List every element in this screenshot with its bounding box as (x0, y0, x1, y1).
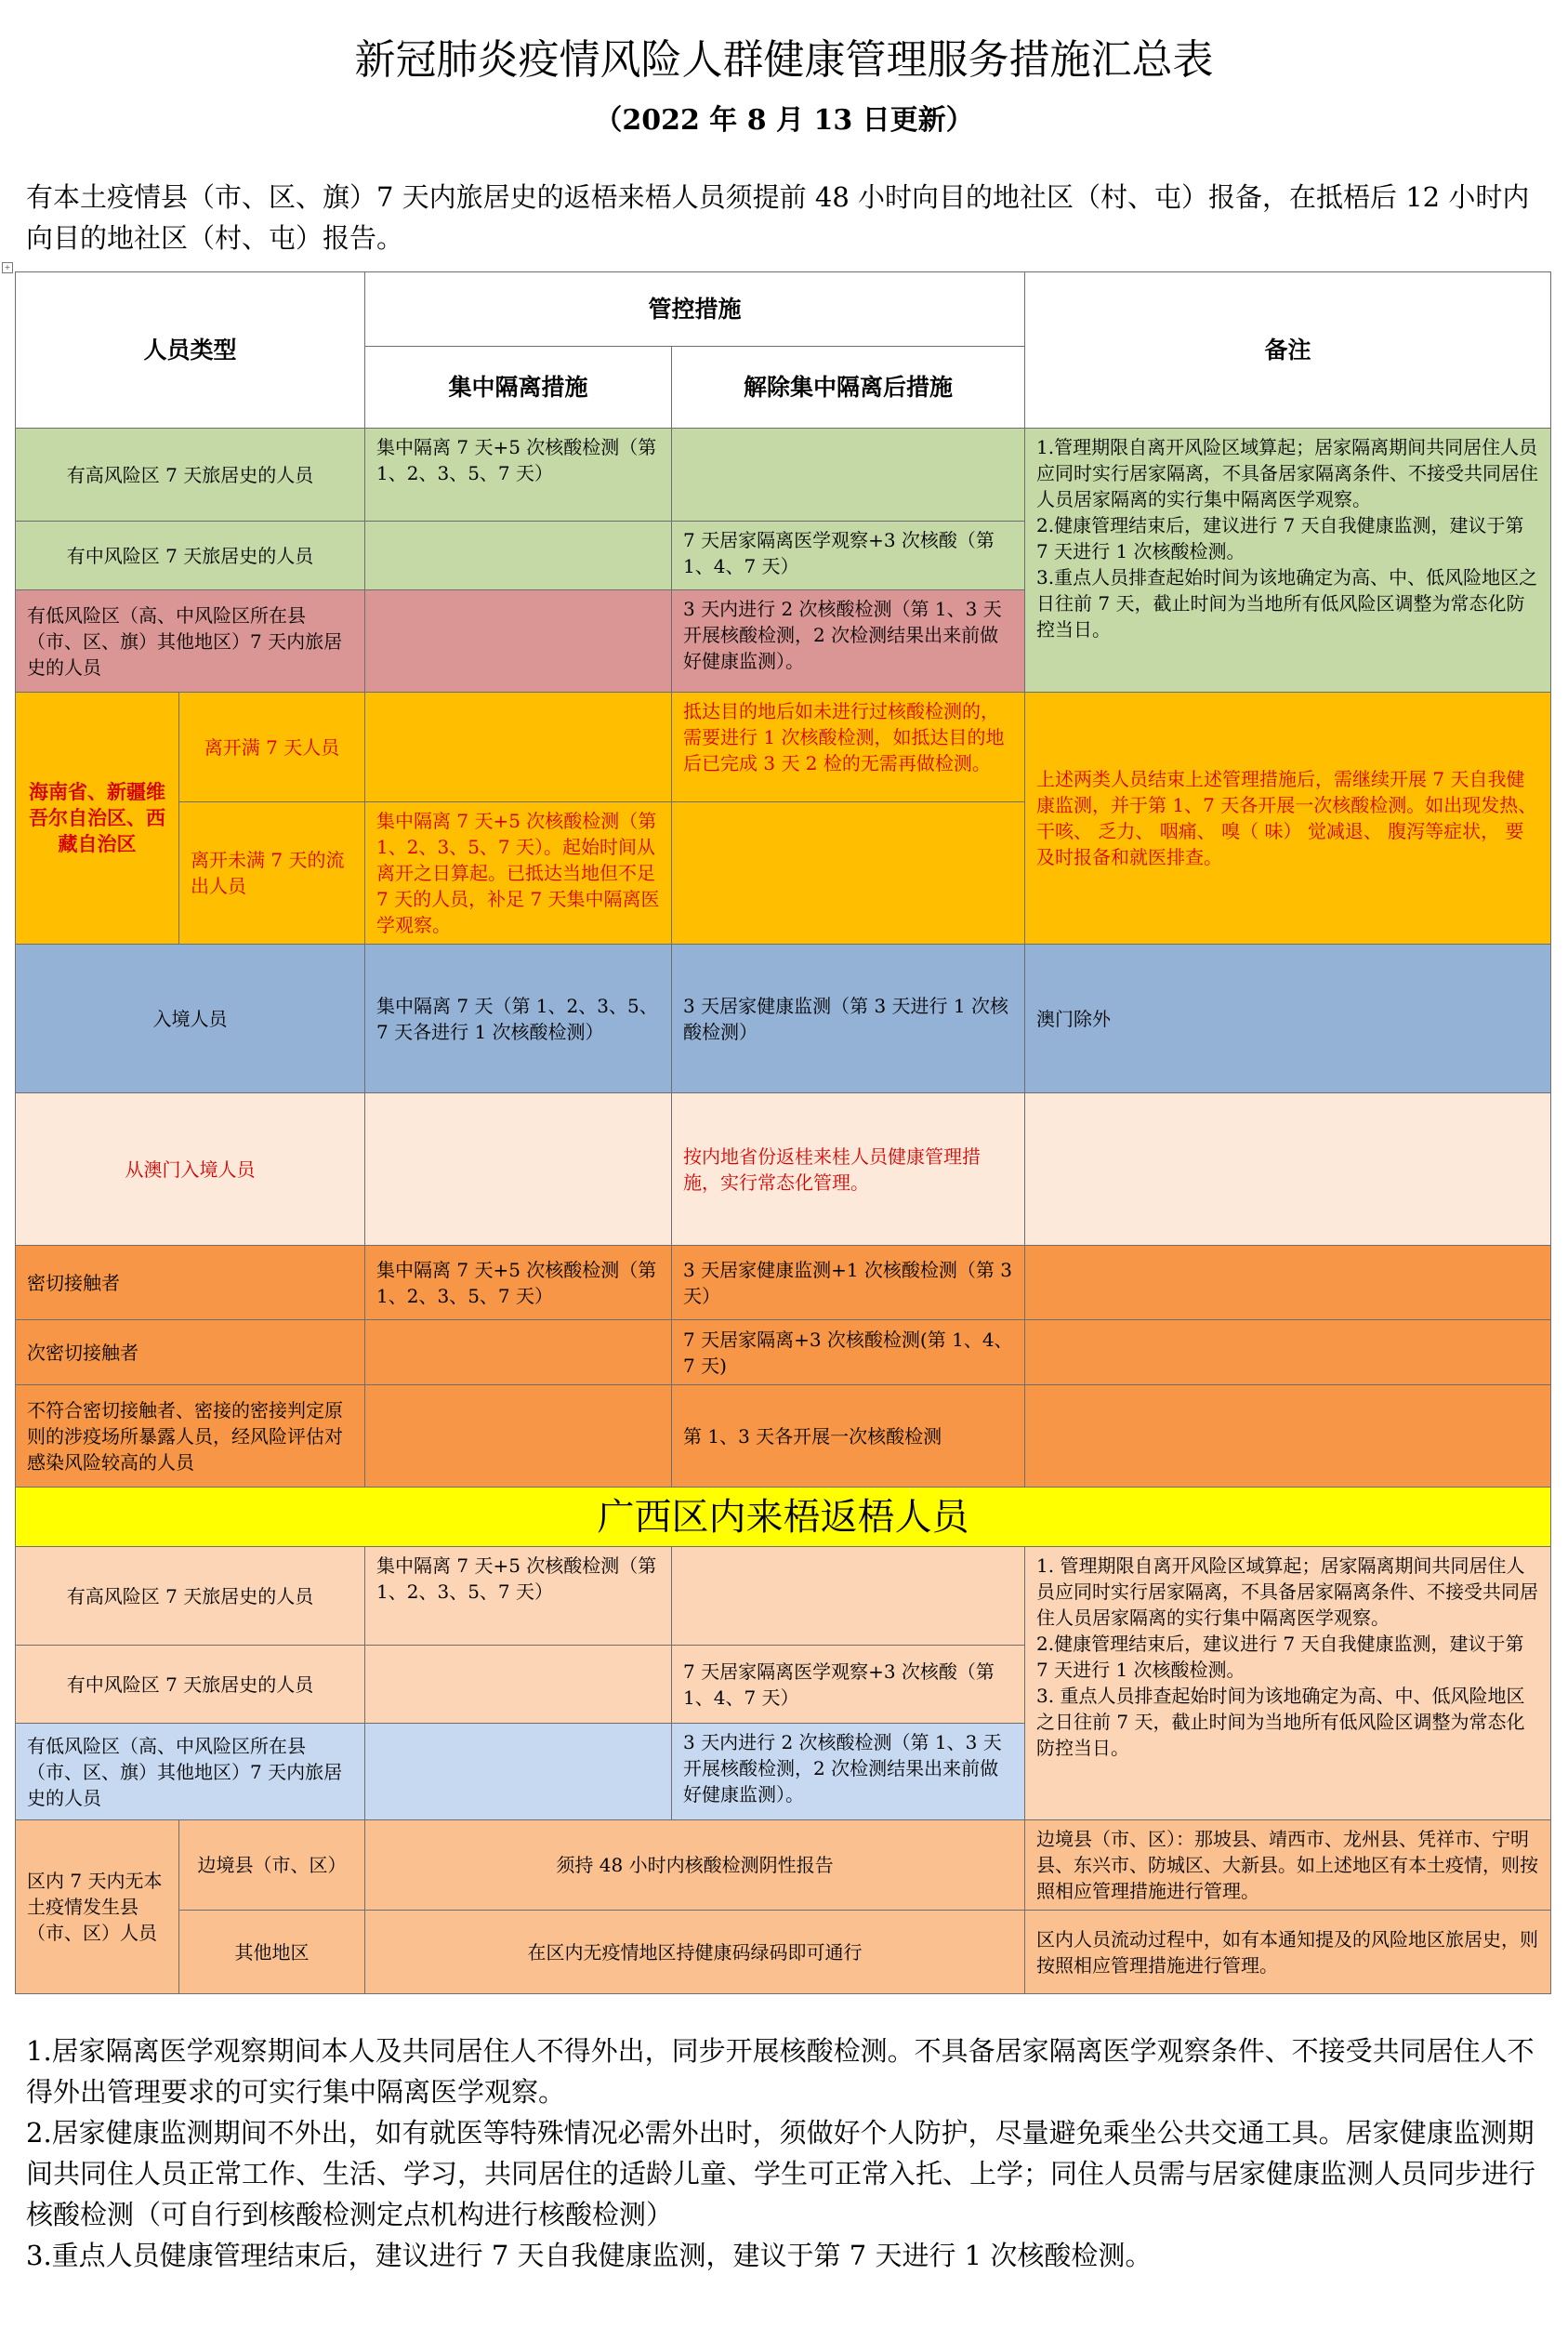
footnote-item: 3.重点人员健康管理结束后，建议进行 7 天自我健康监测，建议于第 7 天进行 1 次核酸检测。 (26, 2240, 1153, 2271)
header-centralized: 集中隔离措施 (365, 347, 672, 429)
header-control-measures: 管控措施 (365, 272, 1025, 347)
remark-cell (1025, 1385, 1551, 1488)
centralized-cell: 集中隔离 7 天+5 次核酸检测（第 1、2、3、5、7 天） (365, 1246, 672, 1320)
centralized-cell (365, 1646, 672, 1724)
page-title: 新冠肺炎疫情风险人群健康管理服务措施汇总表 (354, 36, 1214, 84)
centralized-cell (365, 1093, 672, 1246)
after-release-cell: 3 天内进行 2 次核酸检测（第 1、3 天开展核酸检测，2 次检测结果出来前做好健康监测）。 (672, 590, 1025, 693)
section-title-guangxi: 广西区内来梧返梧人员 (16, 1488, 1551, 1547)
table-row (16, 1385, 1551, 1488)
remark-cell (1025, 1246, 1551, 1320)
after-release-cell: 7 天居家隔离医学观察+3 次核酸（第 1、4、7 天） (672, 1646, 1025, 1724)
footnote-item: 2.居家健康监测期间不外出，如有就医等特殊情况必需外出时，须做好个人防护，尽量避免乘坐公共交通工具。居家健康监测期间共同住人员正常工作、生活、学习，共同居住的适龄儿童、学生可正常入托、上学；同住人员需与居家健康监测人员同步进行核酸检测（可自行到核酸检测定点机构进行核酸检测） (26, 2117, 1536, 2230)
remark-cell: 区内人员流动过程中，如有本通知提及的风险地区旅居史，则按照相应管理措施进行管理。 (1025, 1911, 1551, 1994)
centralized-cell (365, 522, 672, 590)
after-release-cell: 7 天居家隔离医学观察+3 次核酸（第 1、4、7 天） (672, 522, 1025, 590)
after-release-cell: 3 天居家健康监测+1 次核酸检测（第 3 天） (672, 1246, 1025, 1320)
person-type-cell: 离开满 7 天人员 (179, 693, 365, 802)
table-move-handle-icon[interactable]: + (2, 262, 13, 273)
footnotes (26, 2030, 1550, 2276)
centralized-cell (365, 590, 672, 693)
table-row (16, 1246, 1551, 1320)
centralized-cell (365, 1320, 672, 1385)
remark-cell (1025, 1320, 1551, 1385)
person-type-cell: 有中风险区 7 天旅居史的人员 (16, 1646, 365, 1724)
centralized-cell (365, 1724, 672, 1820)
person-type-cell: 有高风险区 7 天旅居史的人员 (16, 429, 365, 522)
after-release-cell: 3 天居家健康监测（第 3 天进行 1 次核酸检测） (672, 945, 1025, 1093)
measure-cell: 在区内无疫情地区持健康码绿码即可通行 (365, 1911, 1025, 1994)
centralized-cell: 集中隔离 7 天+5 次核酸检测（第 1、2、3、5、7 天）。起始时间从离开之日算起。已抵达当地但不足 7 天的人员，补足 7 天集中隔离医学观察。 (365, 802, 672, 945)
after-release-cell (672, 1547, 1025, 1646)
after-release-cell: 3 天内进行 2 次核酸检测（第 1、3 天开展核酸检测，2 次检测结果出来前做好健康监测）。 (672, 1724, 1025, 1820)
remark-cell: 边境县（市、区）：那坡县、靖西市、龙州县、凭祥市、宁明县、东兴市、防城区、大新县。如上述地区有本土疫情，则按照相应管理措施进行管理。 (1025, 1820, 1551, 1911)
remark-cell: 1.管理期限自离开风险区域算起；居家隔离期间共同居住人员应同时实行居家隔离，不具备居家隔离条件、不接受共同居住人员居家隔离的实行集中隔离医学观察。 2.健康管理结束后，建议进行 7 天自我健康监测，建议于第 7 天进行 1 次核酸检测。 3.重点人员排查起始时间为该地确定为高、中、低风险地区之日往前 7 天，截止时间为当地所有低风险区调整为常态化防控当日。 (1025, 429, 1551, 693)
person-type-cell: 入境人员 (16, 945, 365, 1093)
remark-cell (1025, 1093, 1551, 1246)
table-row (16, 1093, 1551, 1246)
after-release-cell (672, 429, 1025, 522)
centralized-cell: 集中隔离 7 天+5 次核酸检测（第 1、2、3、5、7 天） (365, 1547, 672, 1646)
header-after-release: 解除集中隔离后措施 (672, 347, 1025, 429)
table-row (16, 1320, 1551, 1385)
table-row (16, 1911, 1551, 1994)
person-type-cell: 边境县（市、区） (179, 1820, 365, 1911)
centralized-cell: 集中隔离 7 天+5 次核酸检测（第 1、2、3、5、7 天） (365, 429, 672, 522)
header-person-type: 人员类型 (16, 272, 365, 429)
header-remark: 备注 (1025, 272, 1551, 429)
centralized-cell: 集中隔离 7 天（第 1、2、3、5、7 天各进行 1 次核酸检测） (365, 945, 672, 1093)
measure-cell: 须持 48 小时内核酸检测阴性报告 (365, 1820, 1025, 1911)
remark-cell: 1. 管理期限自离开风险区域算起；居家隔离期间共同居住人员应同时实行居家隔离，不具备居家隔离条件、不接受共同居住人员居家隔离的实行集中隔离医学观察。 2.健康管理结束后，建议进行 7 天自我健康监测，建议于第 7 天进行 1 次核酸检测。 3. 重点人员排查起始时间为该地确定为高、中、低风险地区之日往前 7 天，截止时间为当地所有低风险区调整为常态化防控当日。 (1025, 1547, 1551, 1820)
centralized-cell (365, 1385, 672, 1488)
region-cell: 区内 7 天内无本土疫情发生县（市、区）人员 (16, 1820, 179, 1994)
person-type-cell: 有低风险区（高、中风险区所在县（市、区、旗）其他地区）7 天内旅居史的人员 (16, 590, 365, 693)
centralized-cell (365, 693, 672, 802)
after-release-cell: 抵达目的地后如未进行过核酸检测的，需要进行 1 次核酸检测，如抵达目的地后已完成 3 天 2 检的无需再做检测。 (672, 693, 1025, 802)
person-type-cell: 密切接触者 (16, 1246, 365, 1320)
after-release-cell (672, 802, 1025, 945)
measures-table (15, 271, 1551, 1994)
person-type-cell: 次密切接触者 (16, 1320, 365, 1385)
remark-cell: 上述两类人员结束上述管理措施后，需继续开展 7 天自我健康监测，并于第 1、7 天各开展一次核酸检测。如出现发热、 干咳、 乏力、 咽痛、 嗅（ 味） 觉减退、 腹泻等症状， 要及时报备和就医排查。 (1025, 693, 1551, 945)
table-row (16, 945, 1551, 1093)
after-release-cell: 7 天居家隔离+3 次核酸检测(第 1、4、7 天) (672, 1320, 1025, 1385)
person-type-cell: 有中风险区 7 天旅居史的人员 (16, 522, 365, 590)
footnote-item: 1.居家隔离医学观察期间本人及共同居住人不得外出，同步开展核酸检测。不具备居家隔离医学观察条件、不接受共同居住人不得外出管理要求的可实行集中隔离医学观察。 (26, 2035, 1535, 2108)
person-type-cell: 从澳门入境人员 (16, 1093, 365, 1246)
table-row (16, 693, 1551, 802)
person-type-cell: 不符合密切接触者、密接的密接判定原则的涉疫场所暴露人员，经风险评估对感染风险较高的人员 (16, 1385, 365, 1488)
person-type-cell: 有低风险区（高、中风险区所在县（市、区、旗）其他地区）7 天内旅居史的人员 (16, 1724, 365, 1820)
person-type-cell: 离开未满 7 天的流出人员 (179, 802, 365, 945)
table-row (16, 1820, 1551, 1911)
update-date: （2022 年 8 月 13 日更新） (594, 104, 974, 137)
after-release-cell: 按内地省份返桂来桂人员健康管理措施，实行常态化管理。 (672, 1093, 1025, 1246)
person-type-cell: 有高风险区 7 天旅居史的人员 (16, 1547, 365, 1646)
region-cell: 海南省、新疆维吾尔自治区、西藏自治区 (16, 693, 179, 945)
table-row (16, 1547, 1551, 1646)
intro-paragraph: 有本土疫情县（市、区、旗）7 天内旅居史的返梧来梧人员须提前 48 小时向目的地社区（村、屯）报备，在抵梧后 12 小时内向目的地社区（村、屯）报告。 (26, 181, 1530, 254)
after-release-cell: 第 1、3 天各开展一次核酸检测 (672, 1385, 1025, 1488)
table-row (16, 429, 1551, 522)
remark-cell: 澳门除外 (1025, 945, 1551, 1093)
person-type-cell: 其他地区 (179, 1911, 365, 1994)
